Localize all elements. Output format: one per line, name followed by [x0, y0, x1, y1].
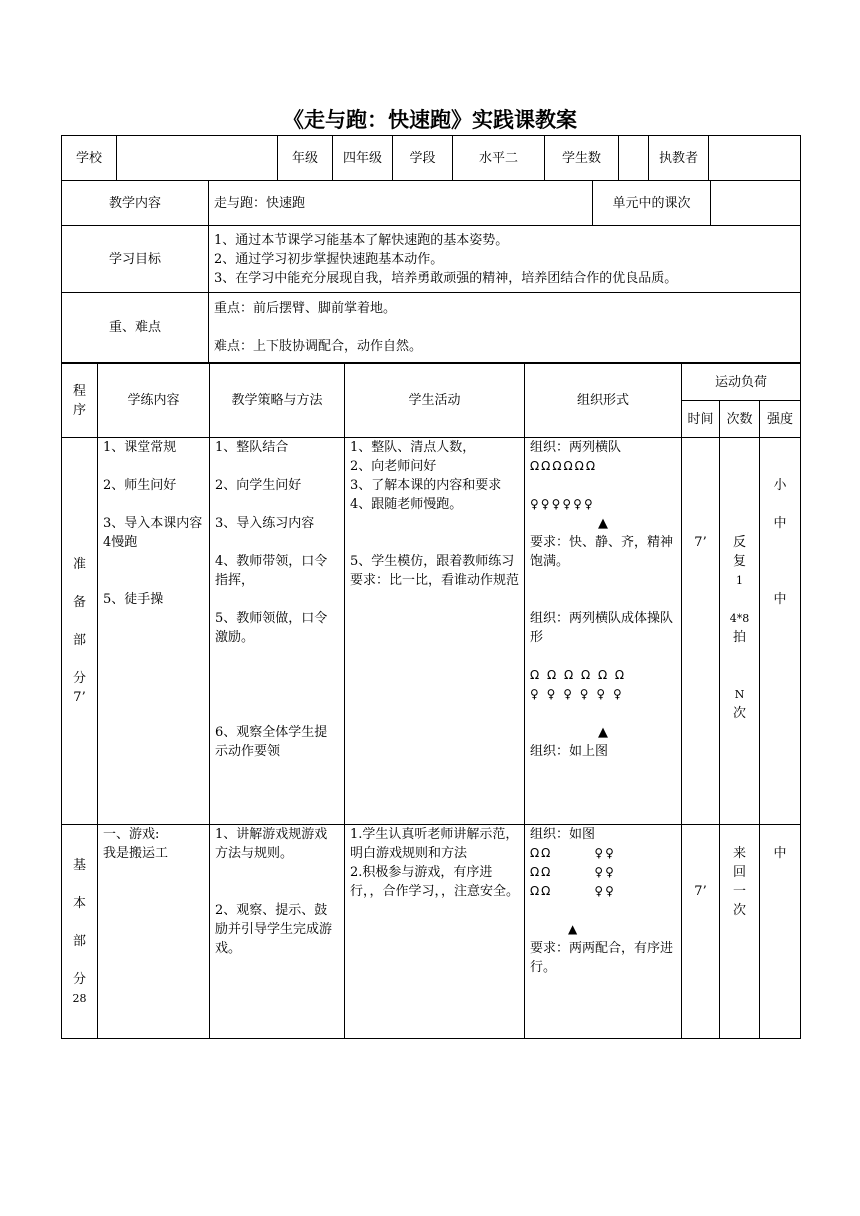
key-points	[209, 293, 801, 363]
basic-content: 一、游戏: 我是搬运工	[98, 825, 210, 1039]
header-count: 次数	[720, 401, 760, 438]
basic-section-label: 基 本 部 分 28	[62, 825, 98, 1039]
goal-item: 2、通过学习初步掌握快速跑基本动作。	[214, 251, 444, 267]
prep-method: 1、整队结合 2、向学生问好 3、导入练习内容 4、教师带领，口令指挥， 5、教师领做，口令激励。 6、观察全体学生提示动作要领	[210, 438, 345, 825]
teacher-value	[709, 136, 801, 181]
prep-section-label: 准 备 部 分 7’	[62, 438, 98, 825]
student-row-omega: Ω Ω Ω Ω Ω Ω	[530, 668, 627, 682]
prep-intensity: 小 中 中	[760, 438, 801, 825]
prep-time: 7’	[682, 438, 720, 825]
content-value: 走与跑：快速跑	[209, 181, 593, 226]
basic-activity: 1.学生认真听老师讲解示范，明白游戏规则和方法 2.积极参与游戏，有序进行，，合作学习，，注意安全。	[345, 825, 525, 1039]
basic-method: 1、讲解游戏规游戏方法与规则。 2、观察、提示、鼓励并引导学生完成游戏。	[210, 825, 345, 1039]
prep-org: 组织：两列横队 ΩΩΩΩΩΩ ♀♀♀♀♀♀ ▲ 要求：快、静、齐，精神饱满。 组织：两列横队成体操队形 Ω Ω Ω Ω Ω Ω ♀ ♀ ♀ ♀ ♀ ♀ ▲ 组织：如上图	[525, 438, 682, 825]
header-time: 时间	[682, 401, 720, 438]
pair-row: ΩΩ ♀♀	[530, 846, 616, 860]
basic-time: 7’	[682, 825, 720, 1039]
goals-label: 学习目标	[62, 226, 209, 293]
header-content: 学练内容	[98, 364, 210, 438]
header-method: 教学策略与方法	[210, 364, 345, 438]
info-table	[61, 135, 801, 181]
procedure-table	[61, 363, 801, 1039]
pair-row: ΩΩ ♀♀	[530, 865, 616, 879]
unit-label: 单元中的课次	[593, 181, 711, 226]
student-row-female: ♀ ♀ ♀ ♀ ♀ ♀	[530, 687, 624, 701]
student-row-omega: ΩΩΩΩΩΩ	[530, 459, 598, 473]
prep-count: 反 复 1 4*8 拍 N 次	[720, 438, 760, 825]
goals-list	[209, 226, 801, 293]
students-value	[619, 136, 649, 181]
teacher-triangle-icon: ▲	[598, 516, 608, 531]
pair-row: ΩΩ ♀♀	[530, 884, 616, 898]
lesson-info-table	[61, 180, 801, 363]
page-title: 《走与跑：快速跑》实践课教案	[283, 108, 577, 132]
stage-label: 学段	[393, 136, 453, 181]
content-label: 教学内容	[62, 181, 209, 226]
grade-label: 年级	[278, 136, 333, 181]
school-label: 学校	[62, 136, 117, 181]
grade-value: 四年级	[333, 136, 393, 181]
stage-value: 水平二	[453, 136, 545, 181]
teacher-label: 执教者	[649, 136, 709, 181]
prep-activity: 1、整队、清点人数， 2、向老师问好 3、了解本课的内容和要求 4、跟随老师慢跑。 5、学生模仿，跟着教师练习 要求：比一比，看谁动作规范	[345, 438, 525, 825]
difficulty-text: 难点：上下肢协调配合，动作自然。	[214, 339, 423, 354]
header-load: 运动负荷	[682, 364, 801, 401]
basic-intensity: 中	[760, 825, 801, 1039]
teacher-triangle-icon: ▲	[568, 922, 580, 936]
student-row-female: ♀♀♀♀♀♀	[530, 497, 595, 511]
key-label: 重、难点	[62, 293, 209, 363]
header-proc: 程序	[62, 364, 98, 438]
header-intensity: 强度	[760, 401, 801, 438]
focus-text: 重点：前后摆臂、脚前掌着地。	[214, 301, 397, 316]
basic-count: 来 回 一 次	[720, 825, 760, 1039]
unit-value	[711, 181, 801, 226]
students-label: 学生数	[545, 136, 619, 181]
header-org: 组织形式	[525, 364, 682, 438]
teacher-triangle-icon: ▲	[598, 725, 608, 740]
school-value	[117, 136, 278, 181]
header-activity: 学生活动	[345, 364, 525, 438]
basic-org: 组织：如图 ΩΩ ♀♀ ΩΩ ♀♀ ΩΩ ♀♀ ▲ 要求：两两配合，有序进行。	[525, 825, 682, 1039]
goal-item: 1、通过本节课学习能基本了解快速跑的基本姿势。	[214, 232, 509, 248]
prep-content: 1、课堂常规 2、师生问好 3、导入本课内容 4慢跑 5、徒手操	[98, 438, 210, 825]
goal-item: 3、在学习中能充分展现自我，培养勇敢顽强的精神，培养团结合作的优良品质。	[214, 270, 678, 286]
